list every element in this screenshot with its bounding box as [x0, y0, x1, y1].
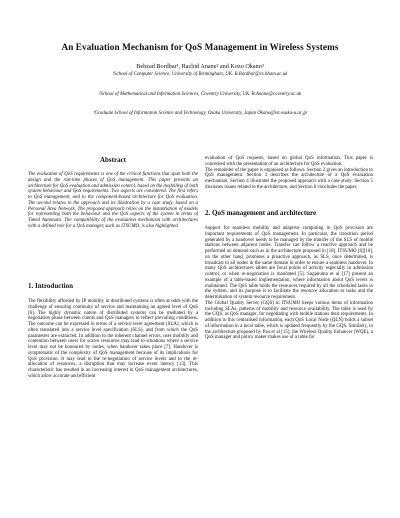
affiliation-3: ³Graduate School of Information Science and Technology, Osaka University, Japan Okano@ist.osaka-u.ac.jp: [92, 111, 307, 116]
affiliation-2: ²School of Mathematical and Information Sciences, Coventry University, UK. R.Anane@coventry.ac.uk: [98, 92, 302, 97]
right-paragraph-1: evaluation of QoS requests, based on global QoS information. This paper is concerned with the presentation of an architecture for QoS evaluation.: [205, 156, 373, 167]
author-list: Behzad Bordbar¹, Rachid Anane² and Kozo Okano³: [136, 63, 264, 70]
abstract-heading: Abstract: [99, 156, 127, 164]
section-2-heading: 2. QoS management and architecture: [205, 209, 317, 217]
section-2-paragraph-1: Support for seamless mobility and adaptive computing in QoS provision are important requirements of QoS management. In particular, the transition period generated by a handover needs to be managed by the transfer of the SLS of mobile stations between adjacent nodes. Transfer can follow a reactive approach and be performed on demand such as in the architecture proposed in [18]. ITSUMO [8][10], on the other hand, promotes a proactive approach, as SLS, once determined, is broadcast to all nodes in the same domain in order to ensure a seamless handover. In many QoS architectures tables are focal points of activity especially in admission control, or when re-negotiation is mandated [5]. Suganuma et al [17] present an example of a table-based implementation, where information about QoS levels is maintained. The QoS table holds the resources required by all the scheduled tasks in the system, and its purpose is to facilitate the resource allocation to tasks and the determination of system resource requirement.: [205, 226, 373, 300]
section-1-text: The flexibility afforded by IP mobility in distributed systems is often at odds with the challenge of ensuring continuity of service and maintaining an agreed level of QoS [6]. The highly dynamic nature of distributed systems can be mediated by a negotiation phase between clients and QoS managers to reflect prevailing conditions. The outcome can be expressed in terms of a service level agreement (SLA), which is often translated into a service level specification (SLS), and from which the QoS parameters are extracted. In addition to the inherent channel errors, user mobility and contention between users for scarce resources may lead to situations where a service level may not be honoured by nodes, when handover takes place [7]. Handover is symptomatic of the complexity of QoS management because of its implications for QoS provision. It may lead to the re-negotiation of service levels and to the re-allocation of resources, a disruption that may increase event latency [13]. This characteristic has resulted in an increasing interest in QoS management architectures, which allow accurate and efficient: [28, 299, 198, 379]
section-2-text: [205, 226, 373, 341]
section-1-heading: 1. Introduction: [28, 282, 73, 290]
affiliation-1: ¹School of Computer Science, University of Birmingham, UK. B.Bordbar@cs.bham.ac.uk: [112, 72, 288, 77]
paper-title: An Evaluation Mechanism for QoS Management in Wireless Systems: [61, 42, 339, 52]
right-paragraph-2: The remainder of the paper is organised as follows. Section 2 gives an introduction to QoS management. Section 3 describes the architecture of a QoS evaluation mechanism. Section 4 illustrates the proposed approach with a case study. Section 5 discusses issues related to the architecture, and Section 6 concludes the paper.: [205, 167, 373, 190]
right-column-top: [205, 156, 373, 191]
abstract-text: The evaluation of QoS requirements is one of the critical functions that span both the design and the run-time phases of QoS management. This paper presents an architecture for QoS evaluation and admission control, based on the modelling of both system behaviour and QoS requirements. Two aspects are considered. The first refers to QoS management, and to the component-based architecture for QoS evaluation. The second relates to the approach and its illustration by a case study, based on a Personal Area Network. The proposed approach relies on the instantiation of models for representing both the behaviour and the QoS aspects of the system in terms of Timed Automata. The compatibility of the evaluation mechanism with architectures with a defined role for a QoS manager, such as ITSUMO, is also highlighted.: [28, 172, 198, 229]
section-2-paragraph-2: The Global Quality Server (GQS) in ITSUMO keeps various items of information including SLAs, patterns of mobility and resource availability. The table is used by the GQS, as QoS manager, for negotiating with mobile stations their requirements. In addition to this centralised information, each QoS Local Node (QLN) holds a subset of information in a local table, which is updated frequently by the GQS. Similarly, in the architecture proposed by Pau et al [15], the Wireless Quality Enhancer (WQE), a QoS manager and policy maker makes use of a table for: [205, 300, 373, 341]
